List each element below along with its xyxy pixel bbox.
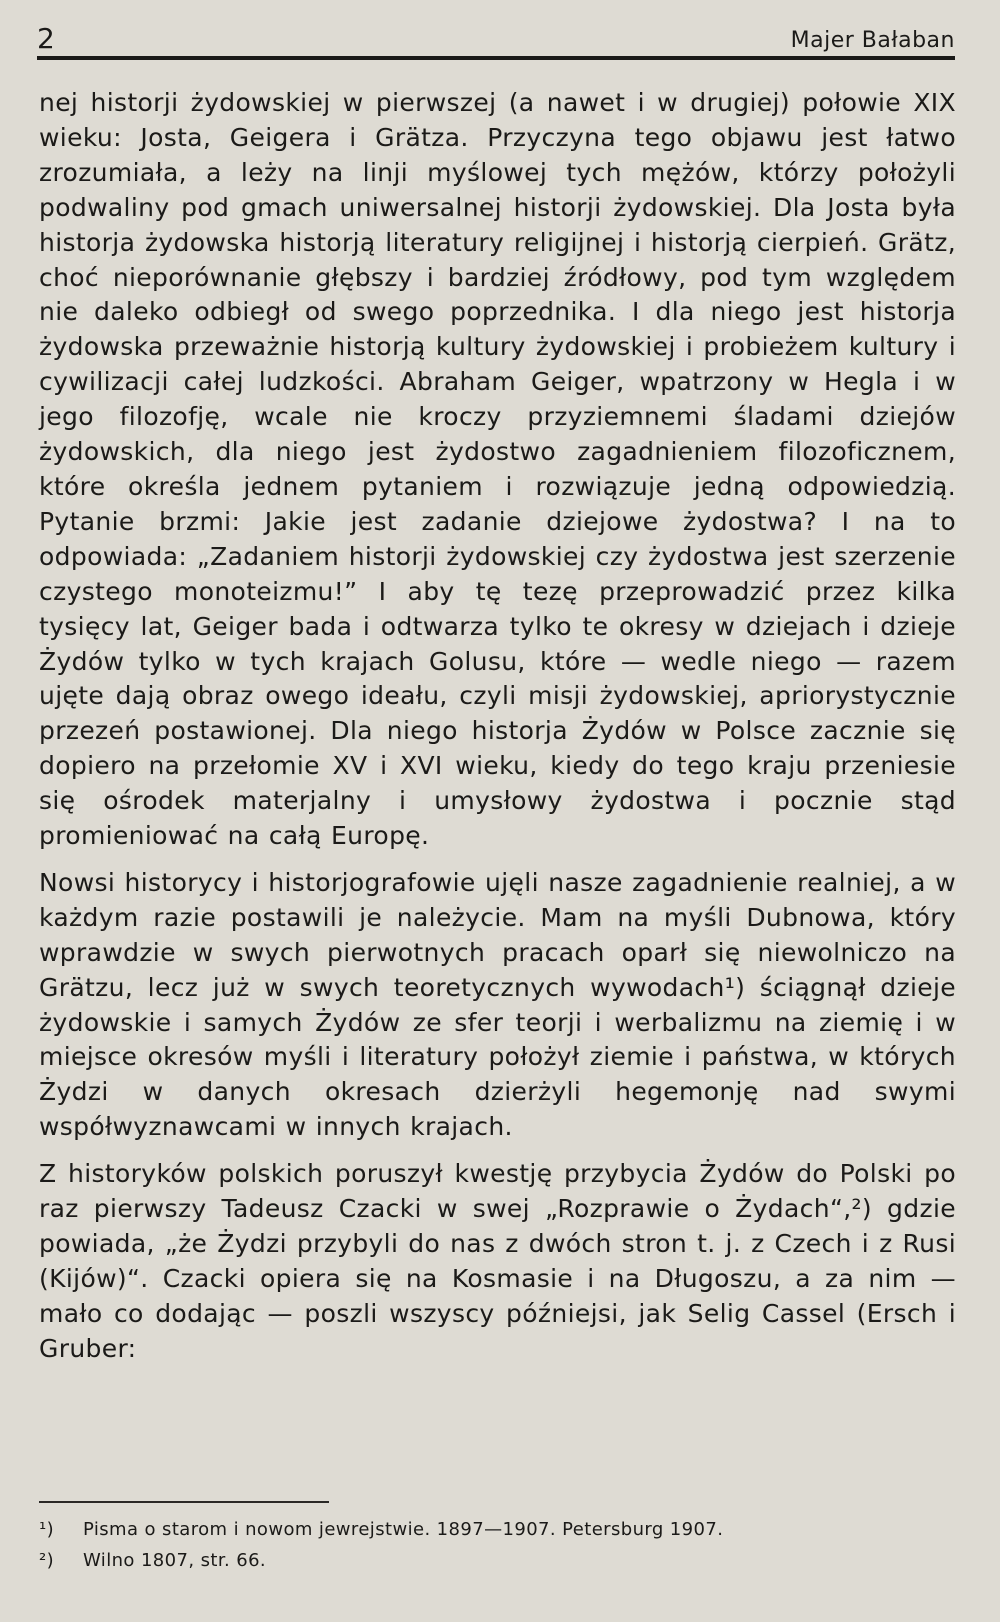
paragraph-2: Nowsi historycy i historjografowie ujęli nasze zagadnienie realniej, a w każdym razie postawili je należycie. Mam na myśli Dubnowa, który wprawdzie w swych pierwotnych pracach oparł się niewolniczo na Grätzu, lecz już w swych teoretycznych wywodach¹) ściągnął dzieje żydowskie i samych Żydów ze sfer teorji i werbalizmu na ziemię i w miejsce okresów myśli i literatury położył ziemie i państwa, w których Żydzi w danych okresach dzierżyli hegemonję nad swymi współwyznawcami w innych krajach. [39, 867, 956, 1142]
footnote-1 [39, 1514, 956, 1545]
footnote-mark: ¹) [39, 1519, 55, 1540]
running-head: Majer Bałaban [790, 28, 955, 53]
page-header [37, 18, 955, 56]
footnote-text: Pisma o starom i nowom jewrejstwie. 1897—1907. Petersburg 1907. [83, 1519, 724, 1540]
header-rule [37, 56, 955, 60]
footnotes [39, 1514, 956, 1576]
page-number: 2 [37, 22, 55, 55]
footnote-text: Wilno 1807, str. 66. [83, 1550, 267, 1571]
footnote-rule [39, 1501, 329, 1503]
footnote-mark: ²) [39, 1550, 55, 1571]
paragraph-3: Z historyków polskich poruszył kwestję przybycia Żydów do Polski po raz pierwszy Tadeusz Czacki w swej „Rozprawie o Żydach“,²) gdzie powiada, „że Żydzi przybyli do nas z dwóch stron t. j. z Czech i z Rusi (Kijów)“. Czacki opiera się na Kosmasie i na Długoszu, a za nim — mało co dodając — poszli wszyscy późniejsi, jak Selig Cassel (Ersch i Gruber: [39, 1159, 956, 1363]
paragraph-1: nej historji żydowskiej w pierwszej (a nawet i w drugiej) połowie XIX wieku: Josta, Geigera i Grätza. Przyczyna tego objawu jest łatwo zrozumiała, a leży na linji myślowej tych mężów, którzy położyli podwaliny pod gmach uniwersalnej historji żydowskiej. Dla Josta była historja żydowska historją literatury religijnej i historją cierpień. Grätz, choć nieporównanie głębszy i bardziej źródłowy, pod tym względem nie daleko odbiegł od swego poprzednika. I dla niego jest historja żydowska przeważnie historją kultury żydowskiej i probieżem kultury i cywilizacji całej ludzkości. Abraham Geiger, wpatrzony w Hegla i w jego filozofję, wcale nie kroczy przyziemnemi śladami dziejów żydowskich, dla niego jest żydostwo zagadnieniem filozoficznem, które określa jednem pytaniem i rozwiązuje jedną odpowiedzią. Pytanie brzmi: Jakie jest zadanie dziejowe żydostwa? I na to odpowiada: „Zadaniem historji żydowskiej czy żydostwa jest szerzenie czystego monoteizmu!” I aby tę tezę przeprowadzić przez kilka tysięcy lat, Geiger bada i odtwarza tylko te okresy w dziejach i dzieje Żydów tylko w tych krajach Golusu, które — wedle niego — razem ujęte dają obraz owego ideału, czyli misji żydowskiej, apriorystycznie przezeń postawionej. Dla niego historja Żydów w Polsce zacznie się dopiero na przełomie XV i XVI wieku, kiedy do tego kraju przeniesie się ośrodek materjalny i umysłowy żydostwa i pocznie stąd promieniować na całą Europę. [39, 88, 956, 851]
footnote-2 [39, 1545, 956, 1576]
body-text [39, 86, 956, 1367]
